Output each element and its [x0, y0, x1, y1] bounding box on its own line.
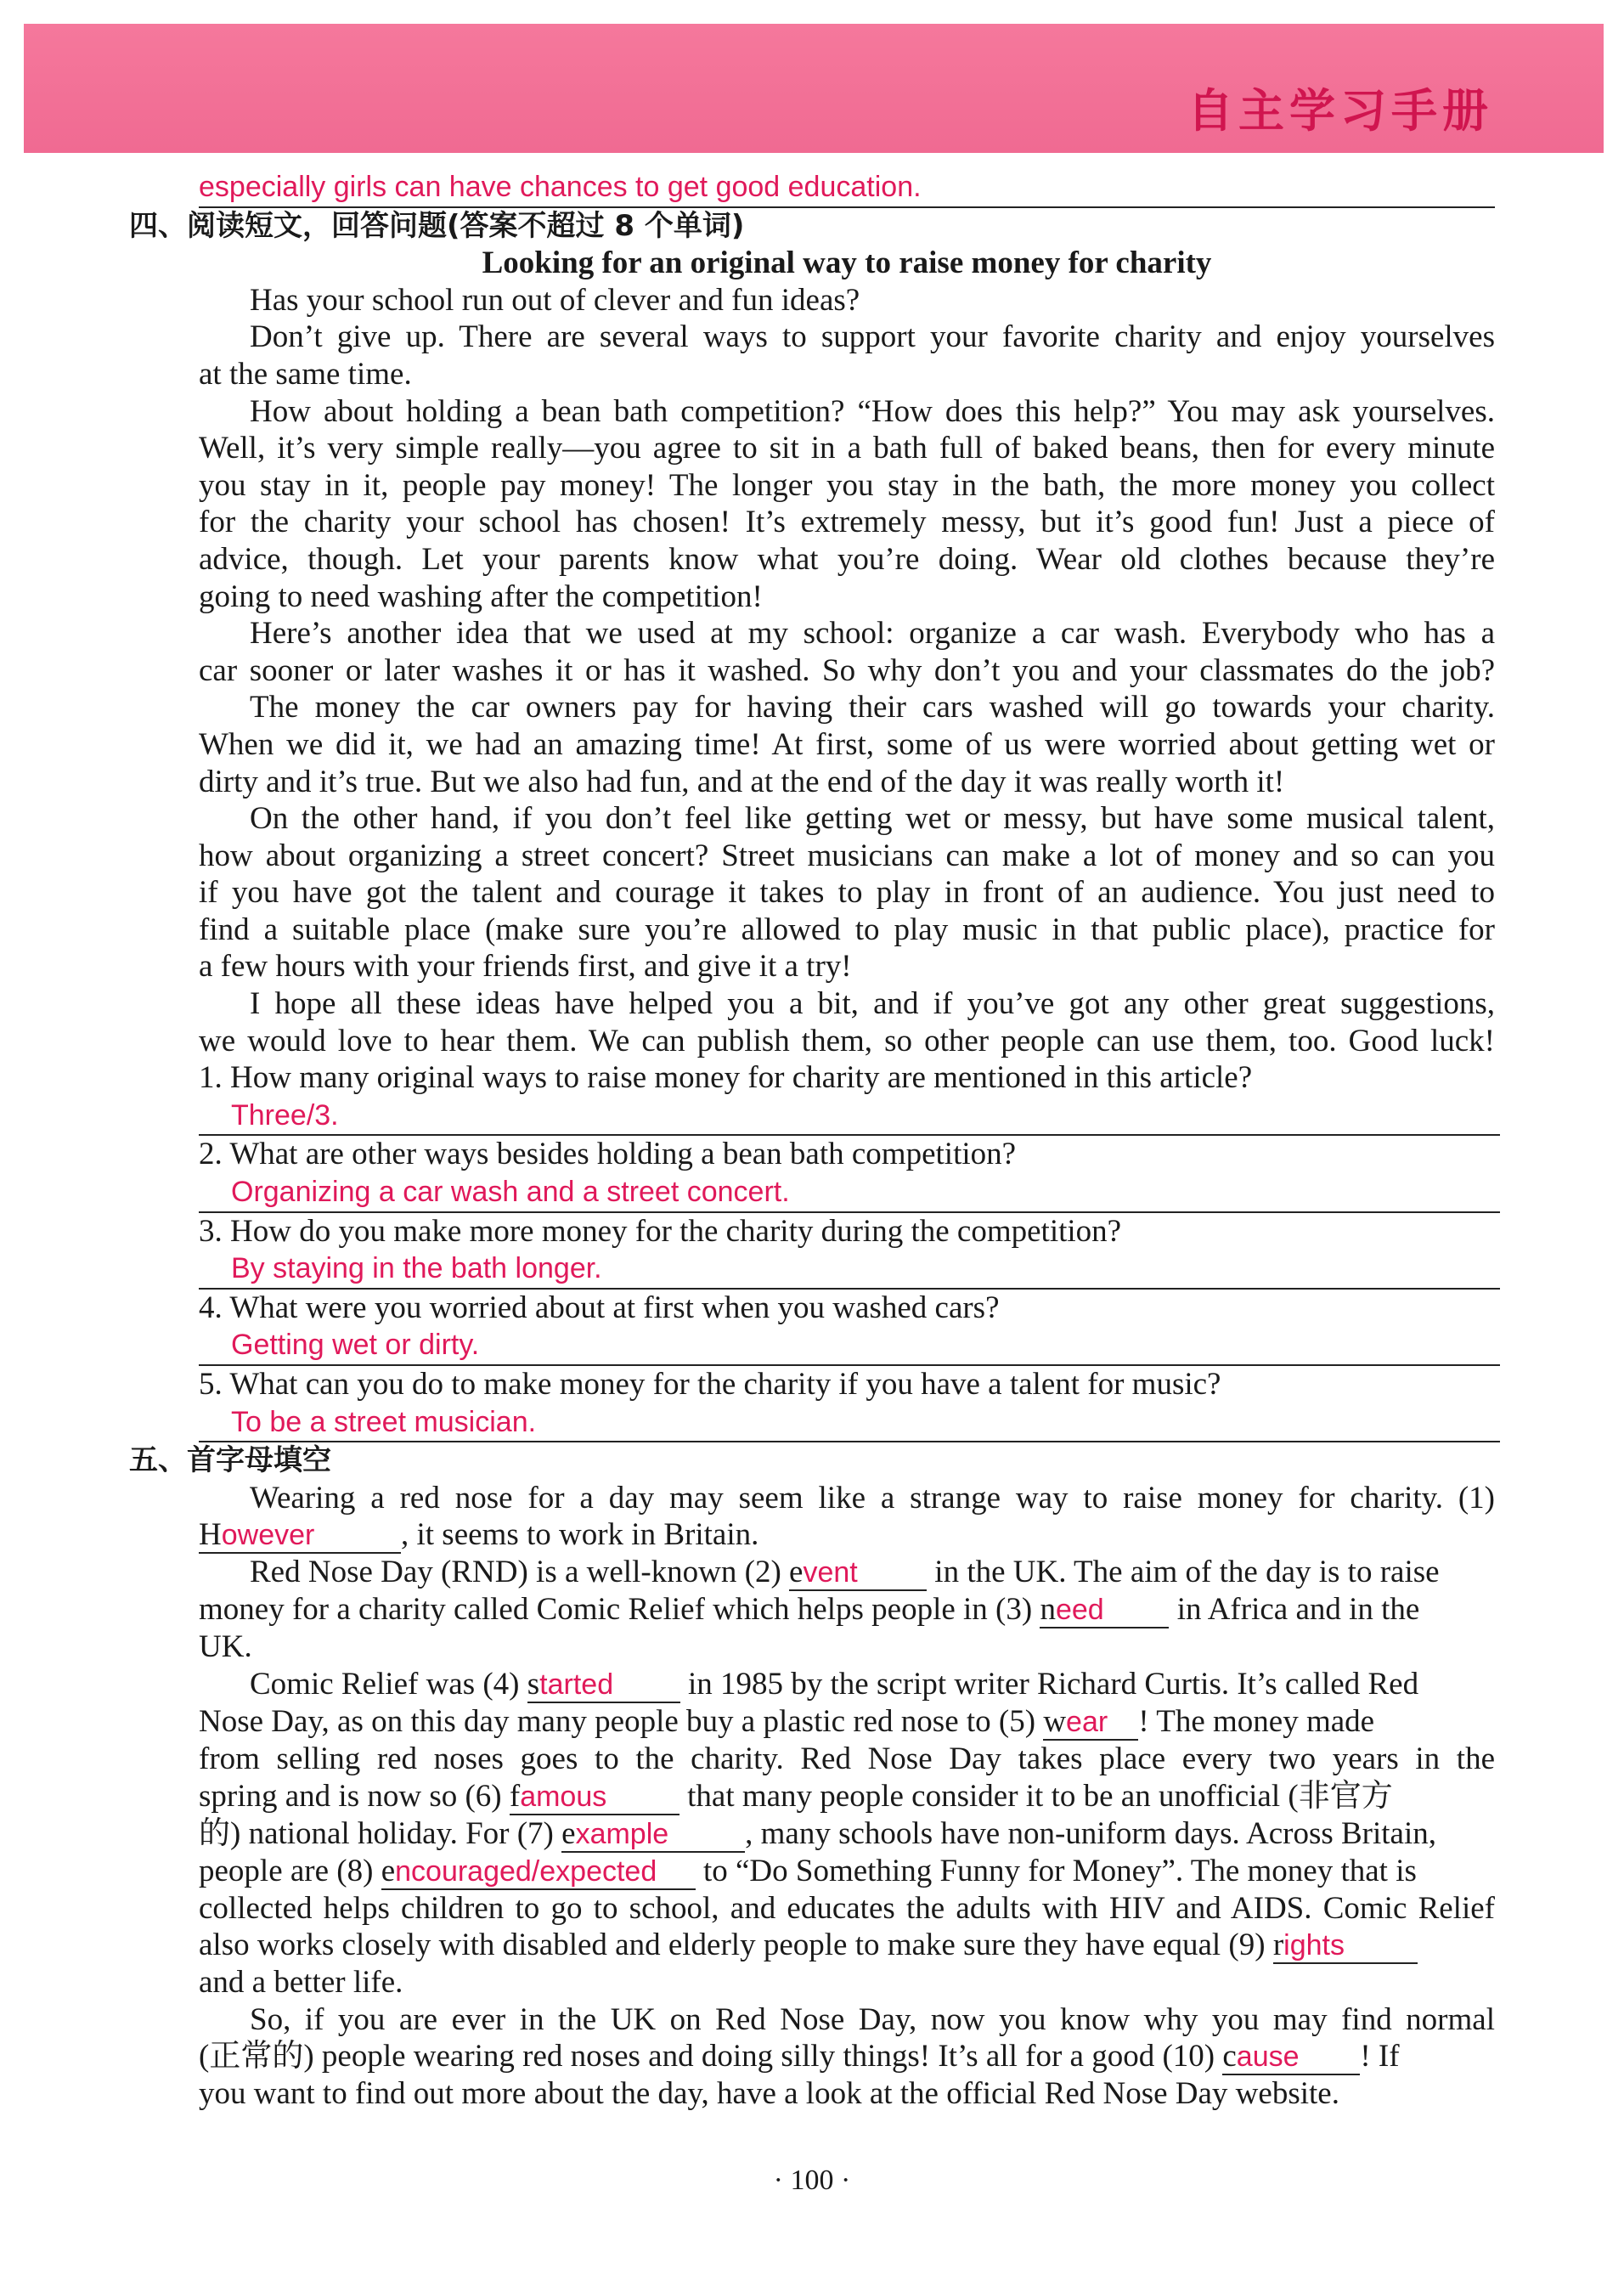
blank-2-answer: vent — [803, 1556, 858, 1589]
blank-8-letter: e — [381, 1853, 396, 1888]
passage-line: going to need washing after the competition! — [199, 579, 763, 614]
blank-6-letter: f — [509, 1778, 521, 1814]
cloze-line — [199, 1554, 1495, 1591]
cloze-line — [199, 1927, 1495, 1964]
cloze-line: UK. — [199, 1629, 252, 1665]
passage-line: at the same time. — [199, 356, 412, 392]
passage-title: Looking for an original way to raise money for charity — [482, 246, 1212, 281]
question-2: 2. What are other ways besides holding a bean bath competition? — [199, 1137, 1017, 1172]
blank-1-answer: owever — [221, 1519, 315, 1552]
blank-1 — [199, 1518, 401, 1554]
cloze-text: , many schools have non-uniform days. Across Britain, — [745, 1815, 1437, 1851]
answer-4-line — [199, 1326, 1500, 1366]
cloze-text: , it seems to work in Britain. — [401, 1517, 759, 1553]
answer-2-line — [199, 1173, 1500, 1213]
cloze-line: collected helps children to go to school, and educates the adults with HIV and AIDS. Comic Relief — [199, 1890, 1495, 1926]
cloze-text: money for a charity called Comic Relief which helps people in (3) — [199, 1592, 1040, 1628]
cloze-text: ! The money made — [1138, 1703, 1375, 1739]
passage-line: how about organizing a street concert? Street musicians can make a lot of money and so can you — [199, 838, 1495, 873]
cloze-line: you want to find out more about the day, have a look at the official Red Nose Day website. — [199, 2076, 1339, 2112]
header-banner — [24, 24, 1604, 153]
cloze-text: that many people consider it to be an unofficial (非官方 — [679, 1778, 1393, 1814]
answer-5-line — [199, 1403, 1500, 1443]
cloze-line — [199, 1853, 1495, 1890]
blank-8 — [381, 1854, 696, 1890]
cloze-line: So, if you are ever in the UK on Red Nose Day, now you know why you may find normal — [250, 2001, 1495, 2037]
cloze-line — [199, 1815, 1495, 1853]
blank-4-letter: s — [527, 1666, 540, 1702]
answer-1: Three/3. — [231, 1098, 339, 1132]
cloze-text: (正常的) people wearing red noses and doing silly things! It’s all for a good (10) — [199, 2039, 1223, 2074]
blank-5-answer: ear — [1066, 1705, 1108, 1738]
blank-3 — [1040, 1593, 1169, 1628]
answer-4: Getting wet or dirty. — [231, 1329, 480, 1362]
blank-9-letter: r — [1272, 1928, 1284, 1963]
cloze-text: in the UK. The aim of the day is to raise — [927, 1555, 1440, 1590]
passage-line: How about holding a bean bath competition? “How does this help?” You may ask yourselves. — [250, 393, 1495, 429]
cloze-text: Comic Relief was (4) — [250, 1666, 527, 1702]
cloze-line — [199, 2038, 1495, 2075]
cloze-text: to “Do Something Funny for Money”. The money that is — [695, 1853, 1417, 1888]
cloze-line — [199, 1516, 1495, 1554]
blank-6-answer: amous — [520, 1780, 607, 1813]
question-4: 4. What were you worried about at first when you washed cars? — [199, 1290, 1000, 1325]
cloze-text: also works closely with disabled and elderly people to make sure they have equal (9) — [199, 1928, 1273, 1963]
blank-10 — [1222, 2040, 1360, 2075]
blank-2 — [789, 1555, 927, 1591]
passage-line: dirty and it’s true. But we also had fun, and at the end of the day it was really worth it! — [199, 764, 1285, 799]
blank-7-letter: e — [561, 1815, 576, 1851]
question-5: 5. What can you do to make money for the charity if you have a talent for music? — [199, 1367, 1221, 1402]
blank-5-letter: w — [1043, 1703, 1067, 1739]
answer-2: Organizing a car wash and a street concert. — [231, 1176, 790, 1209]
cloze-line: and a better life. — [199, 1965, 403, 2001]
passage-line: car sooner or later washes it or has it washed. So why don’t you and your classmates do the job? — [199, 652, 1495, 688]
cloze-text: in Africa and in the — [1169, 1592, 1420, 1628]
cloze-text: spring and is now so (6) — [199, 1778, 510, 1814]
cloze-line — [199, 1778, 1495, 1815]
blank-3-answer: eed — [1055, 1594, 1104, 1627]
section4-title: 四、阅读短文，回答问题(答案不超过 8 个单词) — [129, 208, 745, 243]
passage-line: Well, it’s very simple really—you agree to sit in a bath full of baked beans, then for every minute — [199, 431, 1495, 466]
passage-line: if you have got the talent and courage it takes to play in front of an audience. You just need to — [199, 875, 1495, 911]
cloze-text: ! If — [1360, 2039, 1400, 2074]
cloze-line — [199, 1591, 1495, 1628]
blank-5 — [1043, 1705, 1138, 1741]
passage-line: for the charity your school has chosen! It’s extremely messy, but it’s good fun! Just a piece of — [199, 505, 1495, 540]
cloze-text: Nose Day, as on this day many people buy a plastic red nose to (5) — [199, 1703, 1044, 1739]
blank-4 — [527, 1668, 680, 1703]
blank-9-answer: ights — [1283, 1929, 1345, 1962]
section5-title: 五、首字母填空 — [129, 1443, 331, 1478]
passage-line: you stay in it, people pay money! The longer you stay in the bath, the more money you collect — [199, 467, 1495, 503]
blank-8-answer: ncouraged/expected — [395, 1854, 657, 1888]
blank-6 — [510, 1780, 679, 1815]
cloze-line: Wearing a red nose for a day may seem like a strange way to raise money for charity. (1) — [250, 1480, 1495, 1516]
blank-1-letter: H — [199, 1517, 222, 1553]
passage-line: I hope all these ideas have helped you a bit, and if you’ve got any other great suggestions, — [250, 986, 1495, 1022]
passage-line: Has your school run out of clever and fun ideas? — [250, 282, 860, 318]
cloze-line: from selling red noses goes to the charity. Red Nose Day takes place every two years in the — [199, 1741, 1495, 1776]
passage-line: On the other hand, if you don’t feel like getting wet or messy, but have some musical talent, — [250, 801, 1495, 837]
passage-line: Here’s another idea that we used at my school: organize a car wash. Everybody who has a — [250, 616, 1495, 652]
question-3: 3. How do you make more money for the charity during the competition? — [199, 1213, 1122, 1249]
page-content — [129, 168, 1495, 2113]
cloze-text: people are (8) — [199, 1853, 381, 1888]
passage-line: When we did it, we had an amazing time! At first, some of us were worried about getting wet or — [199, 726, 1495, 762]
blank-7-answer: xample — [575, 1817, 669, 1850]
answer-3: By staying in the bath longer. — [231, 1252, 602, 1285]
answer-1-line — [199, 1097, 1500, 1137]
page-number: · 100 · — [773, 2165, 851, 2196]
passage-line: we would love to hear them. We can publish them, so other people can use them, too. Good luck! — [199, 1023, 1495, 1058]
answer-3-line — [199, 1250, 1500, 1290]
cloze-text: 的) national holiday. For (7) — [199, 1815, 562, 1851]
cloze-line — [199, 1666, 1495, 1703]
cloze-text: Red Nose Day (RND) is a well-known (2) — [250, 1555, 790, 1590]
top-answer: especially girls can have chances to get good education. — [199, 171, 922, 203]
passage-line: find a suitable place (make sure you’re allowed to play music in that public place), practice for — [199, 912, 1495, 947]
blank-3-letter: n — [1040, 1592, 1056, 1628]
blank-10-answer: ause — [1236, 2040, 1300, 2074]
cloze-line — [199, 1703, 1495, 1741]
cloze-text: in 1985 by the script writer Richard Curtis. It’s called Red — [679, 1666, 1419, 1702]
passage-line: Don’t give up. There are several ways to support your favorite charity and enjoy yourselves — [250, 319, 1495, 355]
passage-line: The money the car owners pay for having their cars washed will go towards your charity. — [250, 690, 1495, 725]
blank-4-answer: tarted — [539, 1668, 614, 1701]
top-answer-line — [199, 168, 1495, 208]
blank-2-letter: e — [789, 1555, 804, 1590]
blank-7 — [561, 1817, 745, 1853]
passage-line: a few hours with your friends first, and give it a try! — [199, 949, 852, 985]
blank-10-letter: c — [1222, 2039, 1237, 2074]
passage-line: advice, though. Let your parents know what you’re doing. Wear old clothes because they’re — [199, 541, 1495, 577]
answer-5: To be a street musician. — [231, 1405, 537, 1438]
question-1: 1. How many original ways to raise money for charity are mentioned in this article? — [199, 1060, 1253, 1096]
header-title: 自主学习手册 — [1187, 84, 1493, 138]
blank-9 — [1273, 1928, 1418, 1964]
